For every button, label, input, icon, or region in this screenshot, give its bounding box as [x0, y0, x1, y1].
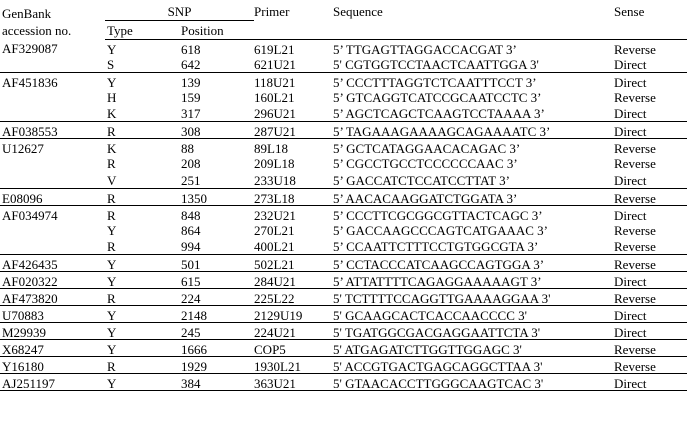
table-row — [0, 205, 687, 222]
snp-position-cell: 864 — [181, 222, 201, 238]
snp-position-cell: 224 — [181, 289, 254, 306]
primer-cell: 273L18 — [254, 188, 333, 205]
primer-cell: 118U21 — [254, 74, 296, 90]
primer-cell: 1930L21 — [254, 357, 333, 374]
sequence-cell: 5' TGATGGCGACGAGGAATTCTA 3' — [333, 323, 614, 340]
primer-cell: 160L21 — [254, 89, 295, 105]
sense-cell: Direct — [614, 306, 687, 323]
primer-cell: 209L18 — [254, 156, 295, 171]
header-type: Type — [105, 20, 181, 39]
sequence-cell: 5’ GACCAAGCCCAGTCATGAAAC 3’ — [333, 222, 549, 238]
sense-cell: Reverse — [614, 340, 687, 357]
snp-position-cell: 848 — [181, 207, 201, 223]
accession-cell: AF038553 — [0, 122, 105, 139]
sense-cell: Direct — [614, 122, 687, 139]
snp-position-cell: 994 — [181, 238, 254, 255]
snp-type-cell: K — [107, 141, 117, 156]
primer-cell: 2129U19 — [254, 306, 333, 323]
snp-position-cell: 642 — [181, 56, 254, 73]
sense-cell: Direct — [614, 172, 687, 189]
snp-type-cell: V — [105, 172, 181, 189]
snp-position-cell: 501 — [181, 255, 254, 272]
accession-cell — [0, 105, 105, 122]
header-sequence-spacer — [333, 20, 614, 39]
accession-cell: AF329087 — [2, 41, 58, 56]
table-row — [0, 172, 687, 189]
table-row — [0, 340, 687, 357]
accession-cell: U70883 — [0, 306, 105, 323]
primer-cell: 296U21 — [254, 105, 333, 122]
table-body — [0, 39, 687, 391]
snp-position-cell: 159 — [181, 89, 201, 105]
snp-type-cell: R — [105, 289, 181, 306]
header-primer: Primer — [254, 4, 290, 19]
primer-cell: 232U21 — [254, 207, 296, 223]
snp-position-cell: 317 — [181, 105, 254, 122]
sequence-cell: 5’ TTGAGTTAGGACCACGAT 3’ — [333, 41, 517, 57]
sense-cell: Reverse — [614, 289, 687, 306]
sequence-cell: 5' ATGAGATCTTGGTTGGAGC 3' — [333, 340, 614, 357]
snp-type-cell: Y — [105, 306, 181, 323]
accession-cell — [0, 238, 105, 255]
table-row — [0, 306, 687, 323]
sense-cell: Direct — [614, 207, 647, 223]
snp-type-cell: Y — [105, 272, 181, 289]
table-row — [0, 89, 687, 106]
primer-cell: 225L22 — [254, 289, 333, 306]
primer-cell: 233U18 — [254, 172, 333, 189]
sense-cell: Reverse — [614, 255, 687, 272]
header-position: Position — [181, 20, 254, 39]
table-row — [0, 56, 687, 73]
primer-cell: 621U21 — [254, 56, 333, 73]
sense-cell: Direct — [614, 105, 687, 122]
sequence-cell: 5’ CCCTTCGCGGCGTTACTCAGC 3’ — [333, 207, 543, 223]
snp-position-cell: 139 — [181, 74, 201, 90]
header-primer-spacer — [254, 20, 333, 39]
sense-cell: Direct — [614, 74, 647, 90]
sequence-cell: 5' GTAACACCTTGGGCAAGTCAC 3' — [333, 374, 614, 391]
header-accession — [0, 0, 105, 39]
accession-cell — [0, 172, 105, 189]
snp-position-cell: 308 — [181, 122, 254, 139]
sequence-cell: 5’ TAGAAAGAAAAGCAGAAAATC 3’ — [333, 122, 614, 139]
snp-position-cell: 615 — [181, 272, 254, 289]
snp-type-cell: Y — [107, 41, 117, 57]
accession-cell: AF020322 — [0, 272, 105, 289]
accession-cell — [0, 155, 105, 172]
accession-cell: Y16180 — [0, 357, 105, 374]
snp-type-cell: R — [105, 188, 181, 205]
snp-type-cell: Y — [105, 340, 181, 357]
snp-position-cell: 2148 — [181, 306, 254, 323]
table-row — [0, 155, 687, 172]
sense-cell: Reverse — [614, 357, 687, 374]
sequence-cell: 5’ CCAATTCTTTCCTGTGGCGTA 3’ — [333, 238, 614, 255]
snp-type-cell: H — [107, 89, 117, 105]
sequence-cell: 5’ GCTCATAGGAACACAGAC 3’ — [333, 141, 521, 156]
accession-cell: AF034974 — [2, 207, 58, 223]
table-row — [0, 122, 687, 139]
snp-type-cell: Y — [105, 323, 181, 340]
snp-position-cell: 1666 — [181, 340, 254, 357]
snp-position-cell: 618 — [181, 41, 201, 57]
accession-cell — [0, 56, 105, 73]
snp-type-cell: R — [105, 122, 181, 139]
sequence-cell: 5’ ATTATTTTCAGAGGAAAAAGT 3’ — [333, 272, 614, 289]
sense-cell: Reverse — [614, 188, 687, 205]
snp-position-cell: 251 — [181, 172, 254, 189]
table-row — [0, 374, 687, 391]
primer-cell: COP5 — [254, 340, 333, 357]
table-row — [0, 255, 687, 272]
sequence-cell: 5' CGTGGTCCTAACTCAATTGGA 3' — [333, 56, 614, 73]
sense-cell: Reverse — [614, 156, 656, 171]
accession-cell: AF473820 — [0, 289, 105, 306]
table-row — [0, 272, 687, 289]
sense-cell: Direct — [614, 374, 687, 391]
primer-cell: 224U21 — [254, 323, 333, 340]
table-row — [0, 72, 687, 89]
accession-cell — [0, 222, 105, 239]
accession-cell: X68247 — [0, 340, 105, 357]
snp-position-cell: 1929 — [181, 357, 254, 374]
primer-cell: 619L21 — [254, 41, 295, 57]
header-snp: SNP — [105, 0, 254, 20]
sense-cell: Direct — [614, 323, 687, 340]
sense-cell: Reverse — [614, 89, 656, 105]
snp-type-cell: R — [107, 156, 116, 171]
table-row — [0, 238, 687, 255]
table-row — [0, 357, 687, 374]
header-sense: Sense — [614, 4, 645, 19]
snp-type-cell: R — [107, 207, 116, 223]
table-row — [0, 105, 687, 122]
primer-cell: 502L21 — [254, 255, 333, 272]
accession-cell: AJ251197 — [0, 374, 105, 391]
primer-cell: 284U21 — [254, 272, 333, 289]
table-row — [0, 139, 687, 156]
header-sense-spacer — [614, 20, 687, 39]
sequence-cell: 5’ AGCTCAGCTCAAGTCCTAAAA 3’ — [333, 105, 614, 122]
sequence-cell: 5’ GACCATCTCCATCCTTAT 3’ — [333, 172, 614, 189]
primer-cell: 287U21 — [254, 122, 333, 139]
snp-type-cell: S — [105, 56, 181, 73]
sense-cell: Reverse — [614, 141, 656, 156]
snp-position-cell: 208 — [181, 156, 201, 171]
snp-type-cell: R — [105, 357, 181, 374]
snp-position-cell: 88 — [181, 141, 194, 156]
table-row — [0, 289, 687, 306]
sequence-cell: 5' TCTTTTCCAGGTTGAAAAGGAA 3' — [333, 289, 614, 306]
sequence-cell: 5’ AACACAAGGATCTGGATA 3’ — [333, 188, 614, 205]
snp-position-cell: 245 — [181, 323, 254, 340]
snp-type-cell: Y — [105, 374, 181, 391]
primer-cell: 400L21 — [254, 238, 333, 255]
primer-cell: 270L21 — [254, 222, 295, 238]
sequence-cell: 5' ACCGTGACTGAGCAGGCTTAA 3' — [333, 357, 614, 374]
table-row — [0, 39, 687, 56]
accession-cell: AF426435 — [0, 255, 105, 272]
sense-cell: Reverse — [614, 222, 656, 238]
sense-cell: Direct — [614, 272, 687, 289]
snp-type-cell: Y — [107, 74, 117, 90]
table-header — [0, 0, 687, 39]
header-sequence: Sequence — [333, 4, 383, 19]
accession-cell: U12627 — [2, 141, 44, 156]
sense-cell: Reverse — [614, 238, 687, 255]
accession-cell — [0, 89, 105, 106]
snp-type-cell: R — [105, 238, 181, 255]
sense-cell: Reverse — [614, 41, 656, 57]
snp-position-cell: 384 — [181, 374, 254, 391]
snp-type-cell: Y — [107, 222, 117, 238]
sequence-cell: 5’ CGCCTGCCTCCCCCCAAC 3’ — [333, 156, 518, 171]
accession-cell: M29939 — [0, 323, 105, 340]
accession-cell: AF451836 — [2, 74, 58, 90]
table-row — [0, 188, 687, 205]
snp-type-cell: K — [105, 105, 181, 122]
table-row — [0, 323, 687, 340]
sequence-cell: 5’ GTCAGGTCATCCGCAATCCTC 3’ — [333, 89, 542, 105]
sequence-cell: 5’ CCTACCCATCAAGCCAGTGGA 3’ — [333, 255, 614, 272]
table-row — [0, 222, 687, 239]
primer-cell: 363U21 — [254, 374, 333, 391]
sense-cell: Direct — [614, 56, 687, 73]
header-accession-line1: GenBank — [2, 6, 52, 21]
primer-cell: 89L18 — [254, 141, 288, 156]
snp-type-cell: Y — [105, 255, 181, 272]
accession-cell: E08096 — [0, 188, 105, 205]
snp-position-cell: 1350 — [181, 188, 254, 205]
sequence-cell: 5’ CCCTTTAGGTCTCAATTTCCT 3’ — [333, 74, 537, 90]
sequence-cell: 5' GCAAGCACTCACCAACCCC 3' — [333, 306, 614, 323]
header-accession-line2: accession no. — [2, 23, 72, 38]
